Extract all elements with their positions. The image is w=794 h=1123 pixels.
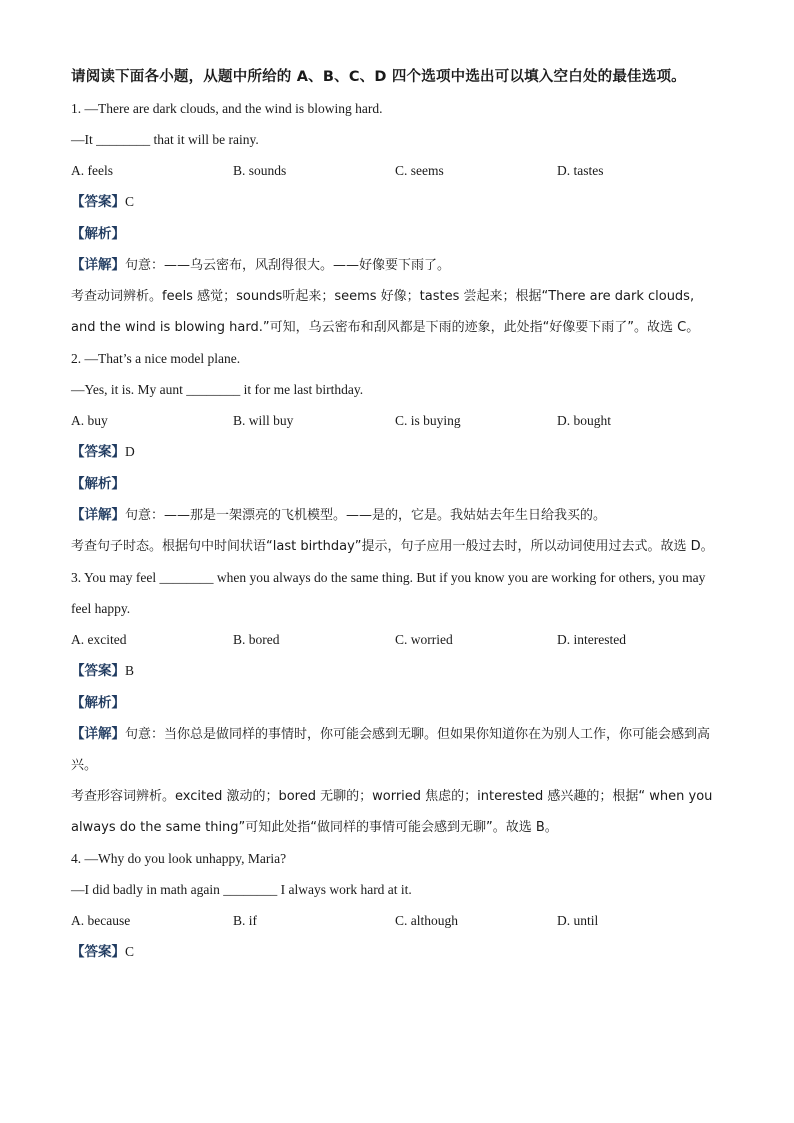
answer-row: [71, 655, 721, 687]
option-c: C. worried: [395, 632, 453, 647]
answer-value: C: [125, 194, 135, 209]
detail-row: [71, 719, 721, 781]
answer-value: B: [125, 663, 135, 678]
option-d: D. bought: [557, 413, 611, 428]
detail-text: 句意：当你总是做同样的事情时，你可能会感到无聊。但如果你知道你在为别人工作，你可能会感到高兴。: [71, 727, 711, 773]
detail-text: 句意：——乌云密布，风刮得很大。——好像要下雨了。: [125, 258, 451, 273]
option-d: D. tastes: [557, 163, 604, 178]
question-1: [71, 93, 721, 343]
answer-value: D: [125, 444, 135, 459]
option-d: D. until: [557, 913, 599, 928]
question-line: 1. —There are dark clouds, and the wind is blowing hard.: [71, 101, 383, 116]
answer-tag: 【答案】: [71, 663, 125, 679]
detail-tag: 【详解】: [71, 507, 125, 523]
question-3: [71, 562, 721, 843]
analysis-row: [71, 687, 721, 719]
options: [71, 155, 721, 186]
option-a: A. feels: [71, 163, 113, 178]
option-a: A. because: [71, 913, 131, 928]
question-line: 4. —Why do you look unhappy, Maria?: [71, 851, 287, 866]
question-line: —Yes, it is. My aunt ________ it for me last birthday.: [71, 382, 364, 397]
option-a: A. buy: [71, 413, 108, 428]
option-c: C. seems: [395, 163, 444, 178]
analysis-tag: 【解析】: [71, 226, 125, 242]
detail-tag: 【详解】: [71, 726, 125, 742]
analysis-tag: 【解析】: [71, 695, 125, 711]
option-d: D. interested: [557, 632, 626, 647]
question-2: [71, 343, 721, 562]
document-page: [71, 62, 721, 968]
option-b: B. sounds: [233, 163, 287, 178]
analysis-row: [71, 218, 721, 250]
explanation: 考查句子时态。根据句中时间状语“last birthday”提示，句子应用一般过去时，所以动词使用过去式。故选 D。: [71, 539, 714, 554]
answer-tag: 【答案】: [71, 444, 125, 460]
detail-row: [71, 500, 721, 531]
answer-tag: 【答案】: [71, 944, 125, 960]
answer-row: [71, 436, 721, 468]
question-line: 3. You may feel ________ when you always do the same thing. But if you know you are working for others, you may feel happy.: [71, 570, 706, 616]
question-line: 2. —That’s a nice model plane.: [71, 351, 241, 366]
analysis-tag: 【解析】: [71, 476, 125, 492]
option-c: C. is buying: [395, 413, 461, 428]
detail-row: [71, 250, 721, 281]
options: [71, 624, 721, 655]
answer-row: [71, 936, 721, 968]
answer-tag: 【答案】: [71, 194, 125, 210]
question-4: [71, 843, 721, 968]
explanation: 考查形容词辨析。excited 激动的；bored 无聊的；worried 焦虑的；interested 感兴趣的；根据“ when you always do the same thing”可知此处指“做同样的事情可能会感到无聊”。故选 B。: [71, 789, 713, 835]
answer-value: C: [125, 944, 135, 959]
options: [71, 405, 721, 436]
option-b: B. bored: [233, 632, 280, 647]
analysis-row: [71, 468, 721, 500]
option-a: A. excited: [71, 632, 127, 647]
instructions: 请阅读下面各小题，从题中所给的 A、B、C、D 四个选项中选出可以填入空白处的最佳选项。: [71, 69, 686, 85]
option-b: B. if: [233, 913, 258, 928]
options: [71, 905, 721, 936]
question-line: —It ________ that it will be rainy.: [71, 132, 259, 147]
answer-row: [71, 186, 721, 218]
detail-tag: 【详解】: [71, 257, 125, 273]
explanation: 考查动词辨析。feels 感觉；sounds听起来；seems 好像；tastes 尝起来；根据“There are dark clouds, and the wind is blowing hard.”可知，乌云密布和刮风都是下雨的迹象，此处指“好像要下雨了”。故选 C。: [71, 289, 700, 335]
question-line: —I did badly in math again ________ I always work hard at it.: [71, 882, 412, 897]
detail-text: 句意：——那是一架漂亮的飞机模型。——是的，它是。我姑姑去年生日给我买的。: [125, 508, 607, 523]
option-b: B. will buy: [233, 413, 294, 428]
option-c: C. although: [395, 913, 458, 928]
